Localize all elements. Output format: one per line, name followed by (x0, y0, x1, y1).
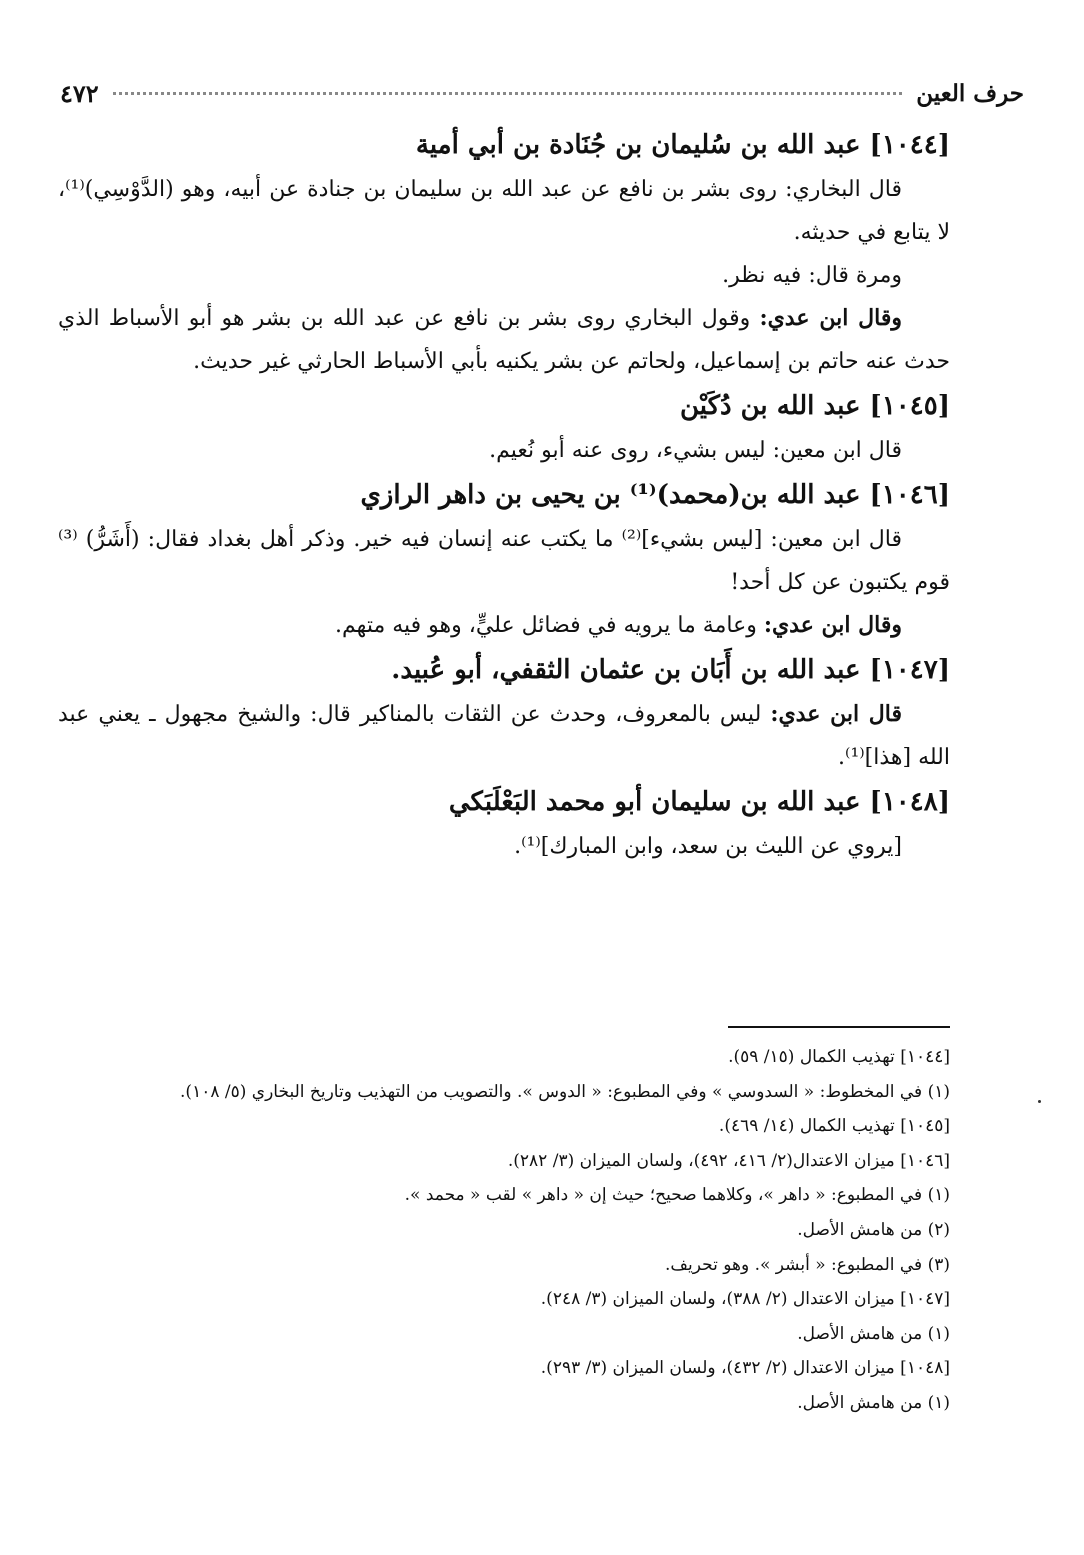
footnote: (٣) في المطبوع: « أبشر ». وهو تحريف. (665, 1254, 950, 1275)
entry-paragraph (58, 693, 950, 779)
entry-heading: [١٠٤٦] عبد الله بن(محمد)⁽¹⁾ بن يحيى بن داهر الرازي (360, 480, 950, 510)
entry-paragraph (58, 825, 950, 868)
page-header (60, 76, 1024, 110)
entry-paragraph (58, 429, 950, 472)
paragraph-text: وعامة ما يرويه في فضائل عليٍّ، وهو فيه متهم. (335, 613, 764, 638)
paragraph-text: ليس بالمعروف، وحدث عن الثقات بالمناكير قال: والشيخ مجهول ـ يعني عبد الله [هذا]⁽¹⁾. (58, 702, 950, 770)
paragraph-text: قال البخاري: روى بشر بن نافع عن عبد الله بن سليمان بن جنادة عن أبيه، وهو (الدَّوْسِي)⁽¹⁾، لا يتابع في حديثه. (58, 177, 950, 245)
footnote: (٢) من هامش الأصل. (797, 1219, 950, 1240)
speaker-label: وقال ابن عدي: (763, 612, 902, 638)
footnote: (١) من هامش الأصل. (797, 1323, 950, 1344)
footnote-separator (728, 1026, 950, 1028)
entry-paragraph (58, 254, 950, 297)
footnote: [١٠٤٨] ميزان الاعتدال (٢/ ٤٣٢)، ولسان الميزان (٣/ ٢٩٣). (540, 1358, 950, 1379)
header-dotted-rule (113, 92, 903, 95)
footnote: [١٠٤٤] تهذيب الكمال (١٥/ ٥٩). (728, 1047, 950, 1067)
footnote: (١) في المطبوع: « داهر »، وكلاهما صحيح؛ حيث إن « داهر » لقب « محمد ». (404, 1185, 950, 1206)
footnote: [١٠٤٧] ميزان الاعتدال (٢/ ٣٨٨)، ولسان الميزان (٣/ ٢٤٨). (540, 1289, 950, 1310)
entry-heading: [١٠٤٧] عبد الله بن أَبَان بن عثمان الثقفي، أبو عُبيد. (391, 655, 950, 685)
speaker-label: قال ابن عدي: (770, 701, 903, 727)
main-text (58, 122, 950, 868)
footnote: [١٠٤٦] ميزان الاعتدال(٢/ ٤١٦، ٤٩٢)، ولسان الميزان (٣/ ٢٨٢). (507, 1150, 950, 1171)
entry-paragraph (58, 168, 950, 254)
paragraph-text: قال ابن معين: [ليس بشيء]⁽²⁾ ما يكتب عنه إنسان فيه خير. وذكر أهل بغداد فقال: (أَشَرُّ) ⁽³⁾ قوم يكتبون عن كل أحد! (58, 527, 950, 595)
footnote: [١٠٤٥] تهذيب الكمال (١٤/ ٤٦٩). (718, 1116, 950, 1137)
footnotes (56, 1040, 950, 1421)
entry-paragraph (58, 297, 950, 383)
margin-mark (1038, 1100, 1041, 1103)
paragraph-text: وقول البخاري روى بشر بن نافع عن عبد الله بن بشر هو أبو الأسباط الذي حدث عنه حاتم بن إسماعيل، ولحاتم عن بشر يكنيه بأبي الأسباط الحارثي غير حديث. (58, 306, 950, 374)
paragraph-text: ومرة قال: فيه نظر. (722, 263, 902, 288)
page-number: ٤٧٢ (60, 78, 99, 108)
running-title: حرف العين (916, 79, 1024, 107)
entry-heading: [١٠٤٥] عبد الله بن دُكَيْن (679, 391, 950, 421)
entry-paragraph (58, 604, 950, 647)
footnote: (١) في المخطوط: « السدوسي » وفي المطبوع: « الدوس ». والتصويب من التهذيب وتاريخ البخاري (٥/ ١٠٨). (180, 1081, 950, 1102)
paragraph-text: قال ابن معين: ليس بشيء، روى عنه أبو نُعيم. (489, 438, 902, 463)
entry-heading: [١٠٤٤] عبد الله بن سُليمان بن جُنَادة بن أبي أمية (415, 130, 950, 160)
speaker-label: وقال ابن عدي: (759, 305, 902, 331)
entry-paragraph (58, 518, 950, 604)
entry-heading: [١٠٤٨] عبد الله بن سليمان أبو محمد البَعْلَبَكي (448, 787, 950, 817)
footnote: (١) من هامش الأصل. (797, 1392, 950, 1413)
paragraph-text: [يروي عن الليث بن سعد، وابن المبارك]⁽¹⁾. (514, 834, 902, 859)
